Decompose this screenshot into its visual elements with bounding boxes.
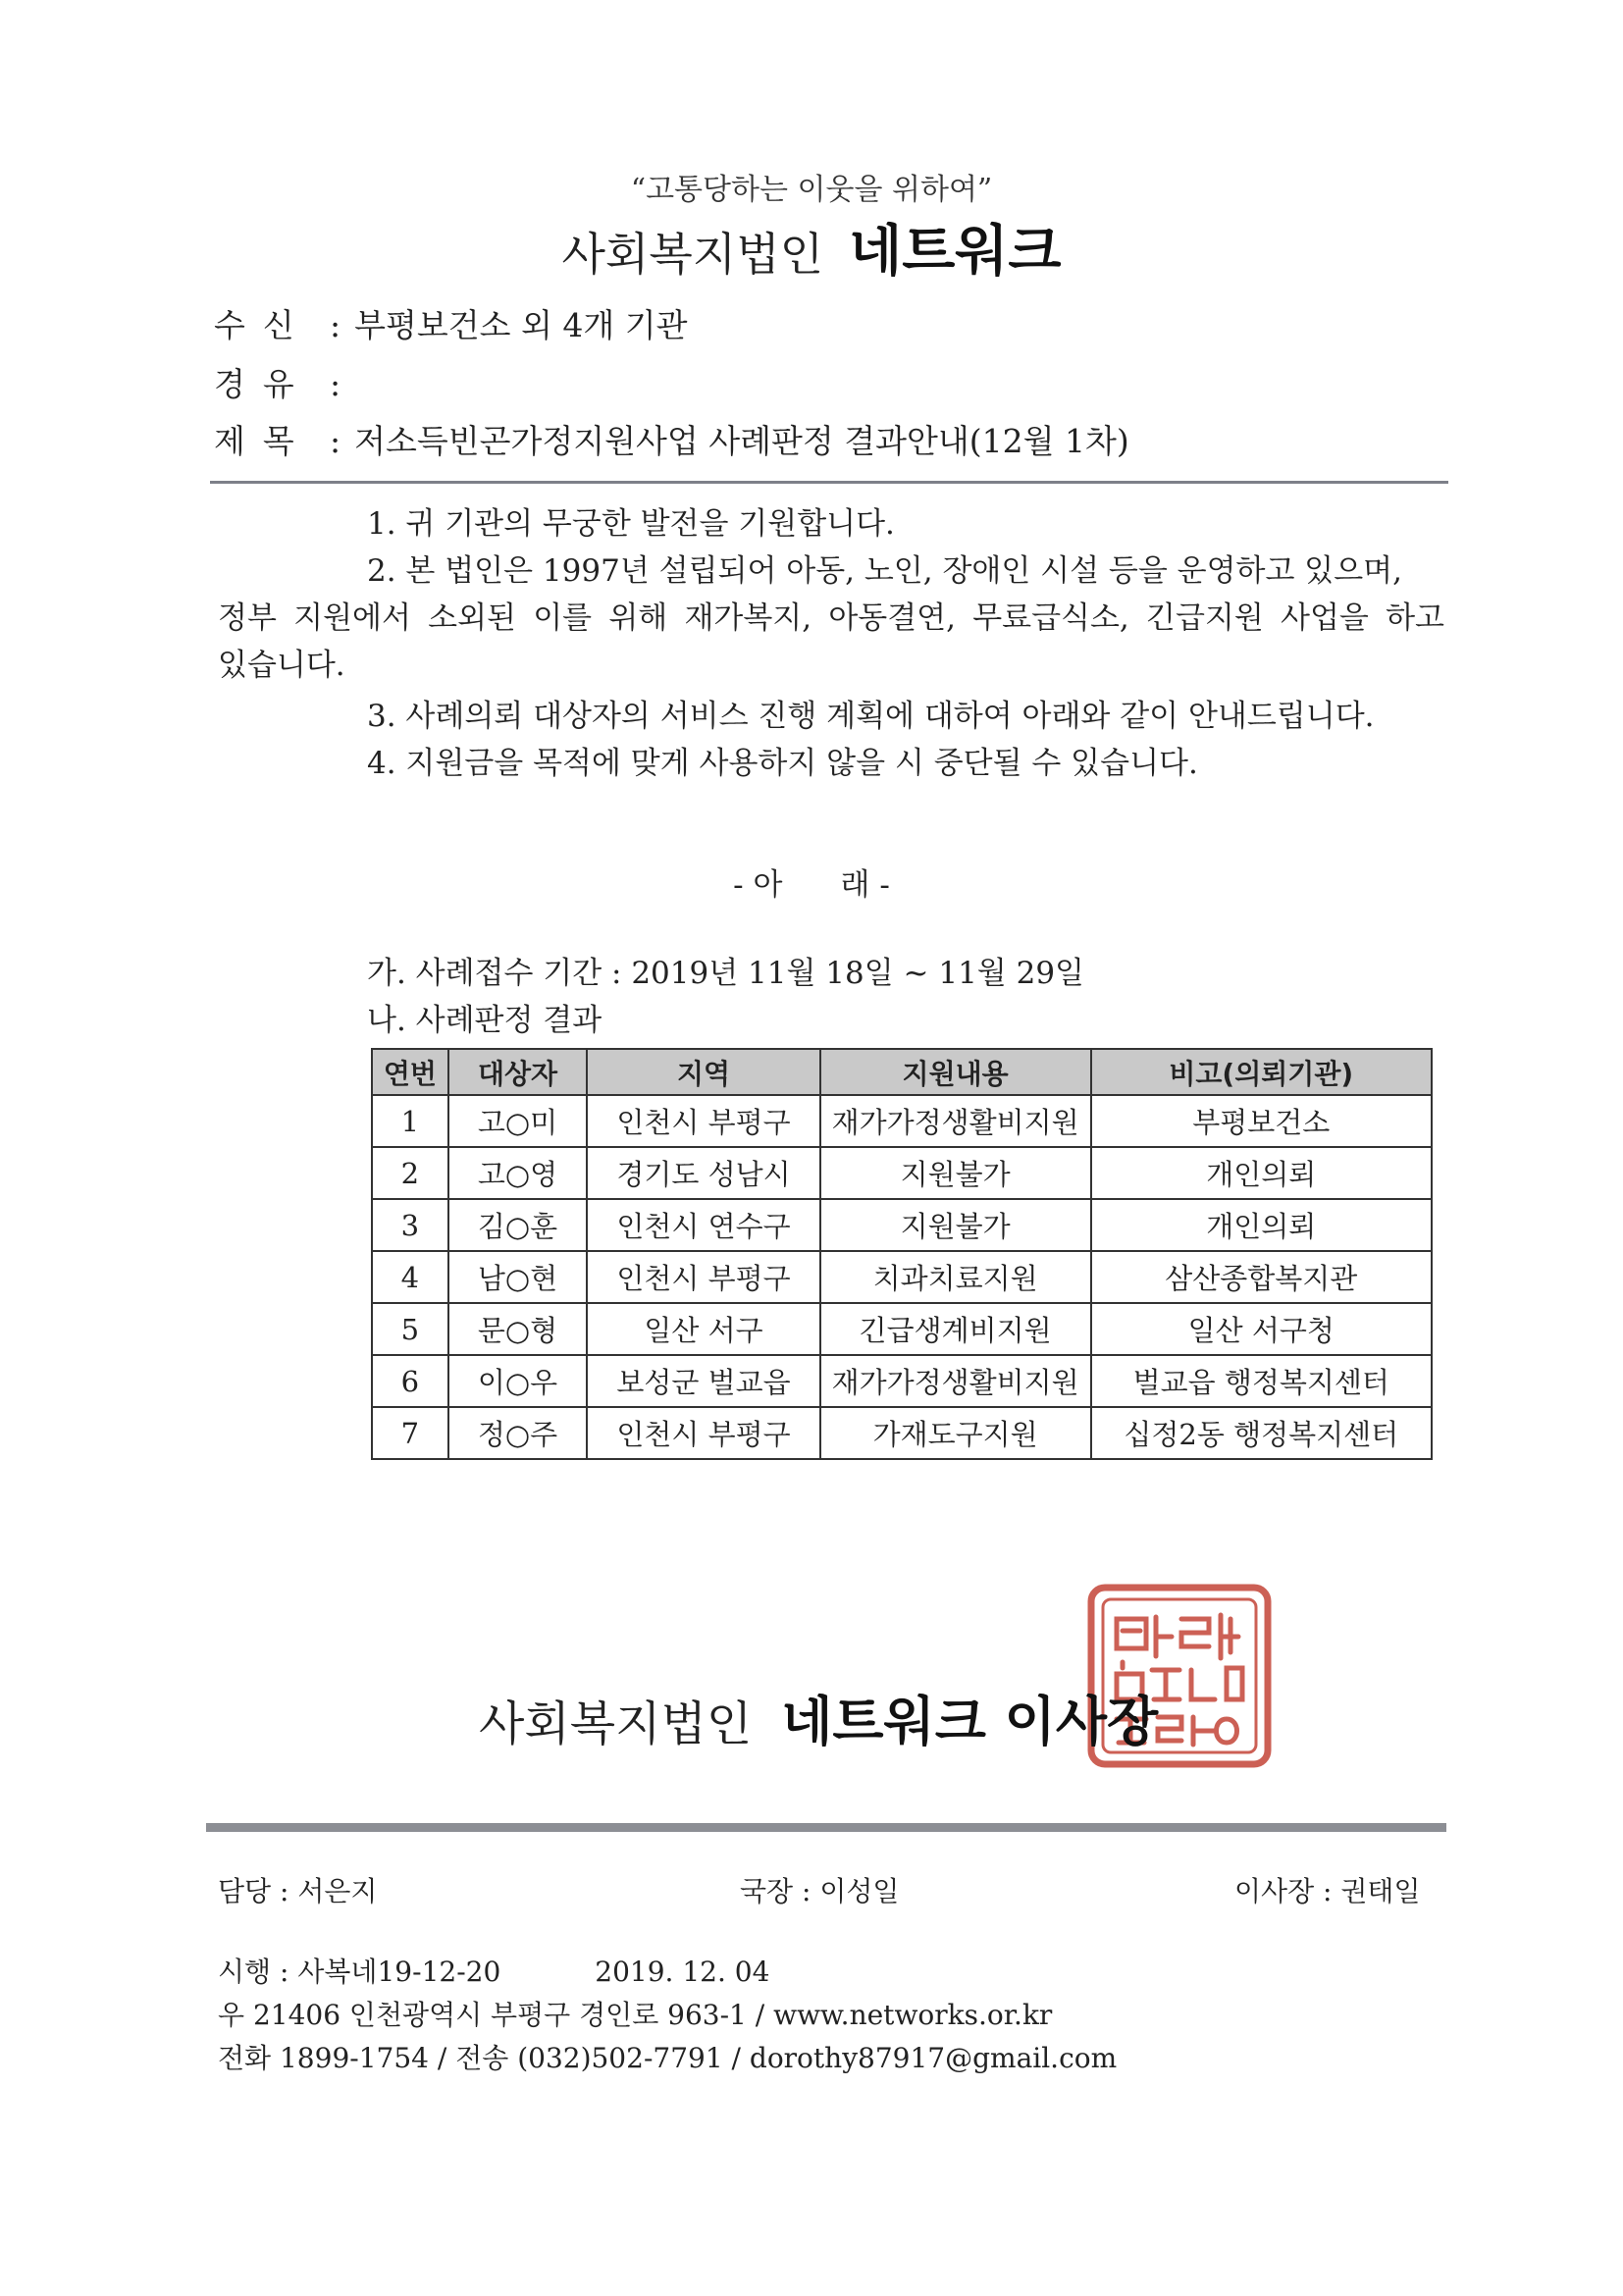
cell-note: 벌교읍 행정복지센터 [1091,1355,1432,1407]
manager-text: 담당 : 서은지 [218,1875,378,1907]
slogan: “고통당하는 이웃을 위하여” [630,173,993,207]
table-header-row [372,1049,1432,1095]
cell-note: 일산 서구청 [1091,1303,1432,1355]
col-header-note: 비고(의뢰기관) [1091,1049,1432,1095]
cell-no: 2 [372,1147,448,1199]
footer-divider [206,1823,1446,1832]
via-row: 경유 : [214,359,354,405]
cell-region: 인천시 부평구 [587,1095,819,1147]
col-header-region: 지역 [587,1049,819,1095]
recipient-value: 부평보건소 외 4개 기관 [354,306,688,344]
org-title [0,208,1623,287]
cell-no: 1 [372,1095,448,1147]
signer-line [479,1680,1158,1755]
cell-subject: 고○미 [448,1095,587,1147]
org-name: 네트워크 [849,220,1062,284]
recipient-label: 수신 [214,306,312,344]
cell-no: 6 [372,1355,448,1407]
table-row [372,1407,1432,1459]
below-heading: - 아 래 - [733,867,890,903]
signer-name: 네트워크 이사장 [781,1691,1159,1752]
chairman-text: 이사장 : 권태일 [1234,1875,1421,1907]
subject-value: 저소득빈곤가정지원사업 사례판정 결과안내(12월 1차) [354,422,1129,460]
cell-subject: 고○영 [448,1147,587,1199]
address-line: 우 21406 인천광역시 부평구 경인로 963-1 / www.networks.or.kr [218,1999,1053,2031]
cell-support: 긴급생계비지원 [820,1303,1091,1355]
cell-subject: 문○형 [448,1303,587,1355]
execution-date: 2019. 12. 04 [595,1956,770,1988]
item-b-result-title: 나. 사례판정 결과 [367,1003,602,1038]
cell-no: 4 [372,1251,448,1303]
subject-label: 제목 [214,422,312,460]
org-prefix: 사회복지법인 [561,228,824,281]
table-row [372,1355,1432,1407]
cell-no: 5 [372,1303,448,1355]
table-row [372,1095,1432,1147]
result-table [371,1048,1433,1460]
cell-support: 재가가정생활비지원 [820,1095,1091,1147]
cell-support: 지원불가 [820,1147,1091,1199]
contact-line: 전화 1899-1754 / 전송 (032)502-7791 / dorothy87917@gmail.com [218,2042,1118,2074]
col-header-subject: 대상자 [448,1049,587,1095]
cell-subject: 김○훈 [448,1199,587,1251]
paragraph-2-line-1: 2. 본 법인은 1997년 설립되어 아동, 노인, 장애인 시설 등을 운영하고 있으며, [367,553,1402,589]
via-label: 경유 [214,365,312,403]
execution-number: 시행 : 사복네19-12-20 [218,1956,501,1988]
cell-note: 개인의뢰 [1091,1147,1432,1199]
table-row [372,1251,1432,1303]
cell-support: 지원불가 [820,1199,1091,1251]
header-divider [210,481,1448,484]
cell-note: 십정2동 행정복지센터 [1091,1407,1432,1459]
cell-support: 재가가정생활비지원 [820,1355,1091,1407]
cell-subject: 정○주 [448,1407,587,1459]
cell-region: 인천시 부평구 [587,1251,819,1303]
cell-region: 인천시 연수구 [587,1199,819,1251]
cell-note: 부평보건소 [1091,1095,1432,1147]
cell-no: 7 [372,1407,448,1459]
paragraph-2-line-2: 정부 지원에서 소외된 이를 위해 재가복지, 아동결연, 무료급식소, 긴급지원 사업을 하고 [218,600,1444,636]
col-header-support: 지원내용 [820,1049,1091,1095]
cell-note: 개인의뢰 [1091,1199,1432,1251]
cell-subject: 남○현 [448,1251,587,1303]
cell-region: 일산 서구 [587,1303,819,1355]
director-text: 국장 : 이성일 [740,1875,900,1907]
cell-region: 보성군 벌교읍 [587,1355,819,1407]
paragraph-1: 1. 귀 기관의 무궁한 발전을 기원합니다. [367,506,895,542]
subject-row: 제목 : 저소득빈곤가정지원사업 사례판정 결과안내(12월 1차) [214,416,1129,462]
paragraph-3: 3. 사례의뢰 대상자의 서비스 진행 계획에 대하여 아래와 같이 안내드립니다. [367,699,1375,734]
recipient-row: 수신 : 부평보건소 외 4개 기관 [214,300,688,346]
cell-note: 삼산종합복지관 [1091,1251,1432,1303]
cell-support: 치과치료지원 [820,1251,1091,1303]
item-a-reception-period: 가. 사례접수 기간 : 2019년 11월 18일 ~ 11월 29일 [367,956,1084,991]
table-row [372,1147,1432,1199]
paragraph-2-line-3: 있습니다. [218,648,345,683]
table-row [372,1199,1432,1251]
signer-prefix: 사회복지법인 [479,1696,753,1751]
cell-region: 인천시 부평구 [587,1407,819,1459]
table-row [372,1303,1432,1355]
execution-line [218,1951,769,1990]
cell-subject: 이○우 [448,1355,587,1407]
col-header-no: 연번 [372,1049,448,1095]
cell-region: 경기도 성남시 [587,1147,819,1199]
paragraph-4: 4. 지원금을 목적에 맞게 사용하지 않을 시 중단될 수 있습니다. [367,746,1198,781]
cell-no: 3 [372,1199,448,1251]
cell-support: 가재도구지원 [820,1407,1091,1459]
